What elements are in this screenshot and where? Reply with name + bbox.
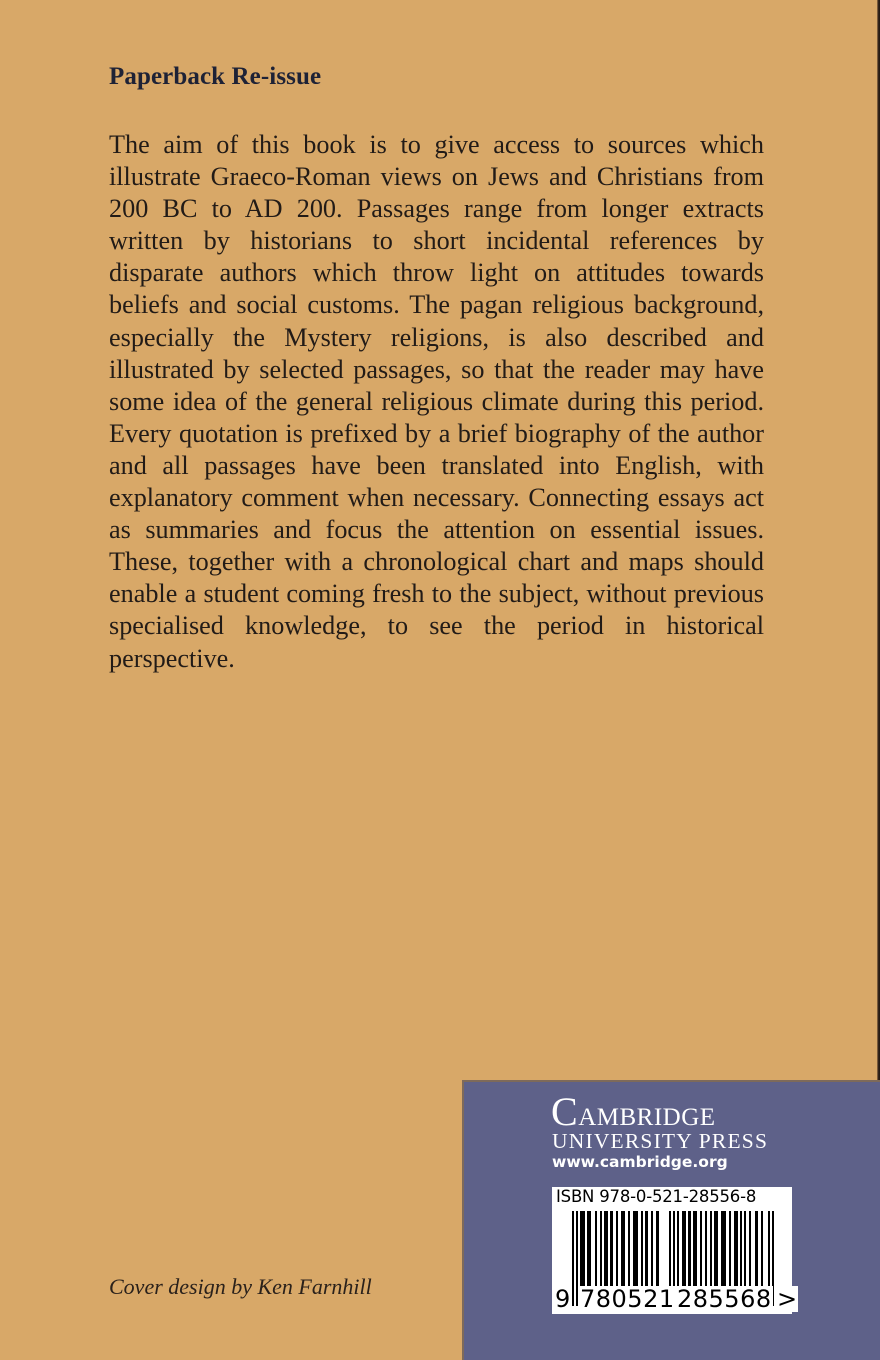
publisher-logo-name xyxy=(551,1089,716,1134)
publisher-logo-subtitle: UNIVERSITY PRESS xyxy=(552,1129,769,1153)
isbn-label: ISBN 978-0-521-28556-8 xyxy=(556,1187,757,1206)
book-description: The aim of this book is to give access to sources which illustrate Graeco-Roman views on Jews and Christians from 200 BC to AD 200. Passages range from longer extracts written by historians to short incidental references by disparate authors which throw light on attitudes towards beliefs and social customs. The pagan religious background, especially the Mystery religions, is also described and illustrated by selected passages, so that the reader may have some idea of the general religious climate during this period. Every quotation is prefixed by a brief biography of the author and all passages have been translated into English, with explanatory comment when necessary. Connecting essays act as summaries and focus the attention on essential issues. These, together with a chronological chart and maps should enable a student coming fresh to the subject, without previous specialised knowledge, to see the period in historical perspective. xyxy=(109,130,764,673)
isbn-barcode xyxy=(552,1187,798,1314)
barcode-group-2: 285568 xyxy=(677,1285,772,1313)
barcode-group-1: 780521 xyxy=(580,1285,675,1313)
publisher-logo-initial: C xyxy=(551,1089,579,1134)
barcode-quiet-zone-marker: > xyxy=(777,1285,798,1313)
barcode-lead-digit: 9 xyxy=(555,1285,571,1313)
publisher-url: www.cambridge.org xyxy=(552,1153,728,1171)
cover-design-credit: Cover design by Ken Farnhill xyxy=(109,1274,372,1299)
barcode-digits xyxy=(554,1285,798,1313)
publisher-logo-rest: ambridge xyxy=(578,1093,716,1133)
publisher-panel xyxy=(462,1080,880,1360)
cover-heading: Paperback Re-issue xyxy=(109,63,322,90)
